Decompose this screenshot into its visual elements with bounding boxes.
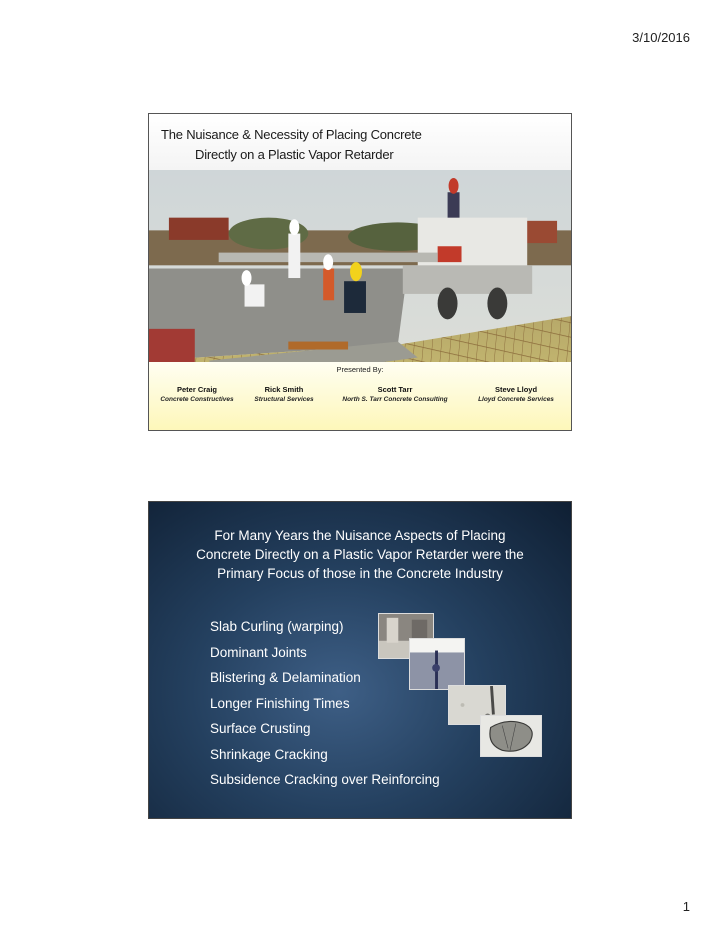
presenter-name: Rick Smith <box>264 385 304 394</box>
list-item: Slab Curling (warping) <box>210 619 344 634</box>
presenter-company: Concrete Constructives <box>160 396 234 403</box>
list-item: Surface Crusting <box>210 721 311 736</box>
nuisance-aspects-slide <box>148 501 572 819</box>
slide-heading <box>149 526 571 583</box>
dominant-joint-photo <box>409 638 465 690</box>
list-item: Blistering & Delamination <box>210 670 361 685</box>
slide-heading-line-1: For Many Years the Nuisance Aspects of Placing <box>214 528 506 543</box>
presenter-name: Peter Craig <box>176 385 218 394</box>
shrinkage-crack-photo <box>480 715 542 757</box>
list-item: Longer Finishing Times <box>210 695 350 711</box>
title-slide <box>148 113 572 431</box>
presenter-company: North S. Tarr Concrete Consulting <box>342 396 448 403</box>
page-date: 3/10/2016 <box>632 30 690 45</box>
presenter-name: Steve Lloyd <box>494 385 538 394</box>
presenter <box>325 385 465 403</box>
slide-heading-line-3: Primary Focus of those in the Concrete Industry <box>217 566 503 581</box>
presenters-panel <box>149 362 571 431</box>
list-item: Shrinkage Cracking <box>210 746 328 762</box>
slide-heading-line-2: Concrete Directly on a Plastic Vapor Retarder were the <box>196 547 524 562</box>
list-item: Dominant Joints <box>210 644 307 660</box>
slide-title-line-2: Directly on a Plastic Vapor Retarder <box>195 147 394 162</box>
presenter-company: Lloyd Concrete Services <box>478 396 554 403</box>
page-number: 1 <box>682 899 690 914</box>
presenter <box>461 385 571 403</box>
presenter <box>229 385 339 403</box>
presenter-company: Structural Services <box>254 396 314 403</box>
slide-title <box>149 114 571 170</box>
slide-title-line-1: The Nuisance & Necessity of Placing Concrete <box>161 127 422 142</box>
presenter-name: Scott Tarr <box>377 385 413 394</box>
presented-by-label: Presented By: <box>336 365 384 374</box>
list-item: Subsidence Cracking over Reinforcing <box>210 772 440 787</box>
